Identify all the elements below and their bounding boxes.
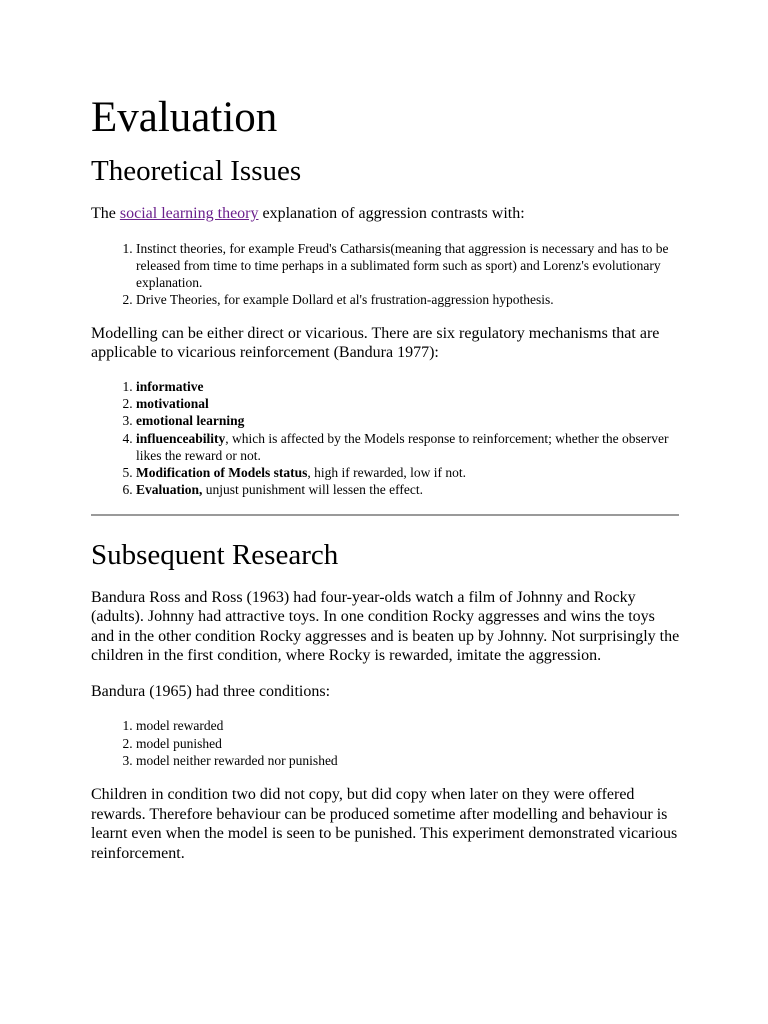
intro-text-before: The (91, 205, 120, 222)
list-item: 1. Instinct theories, for example Freud's Catharsis(meaning that aggression is necessary and has to be released from time to time perhaps in a sublimated form such as sport) and Lorenz's evolutionary explanation. (136, 240, 681, 292)
conditions-list (91, 717, 681, 769)
research-paragraph-2: Bandura (1965) had three conditions: (91, 682, 331, 700)
regulatory-mechanisms-list (91, 378, 681, 499)
research-paragraph-3: Children in condition two did not copy, but did copy when later on they were offered rewards. Therefore behaviour can be produced sometime after modelling and behaviour is learnt even when the model is seen to be punished. This experiment demonstrated vicarious reinforcement. (91, 786, 678, 862)
modelling-paragraph: Modelling can be either direct or vicarious. There are six regulatory mechanisms that are applicable to vicarious reinforcement (Bandura 1977): (91, 324, 660, 362)
social-learning-theory-link[interactable]: social learning theory (119, 205, 259, 222)
research-paragraph-1: Bandura Ross and Ross (1963) had four-year-olds watch a film of Johnny and Rocky (adults). Johnny had attractive toys. In one condition Rocky aggresses and wins the toys and in the other condition Rocky aggresses and is beaten up by Johnny. Not surprisingly the children in the first condition, where Rocky is rewarded, imitate the aggression. (91, 588, 680, 665)
mechanism-name: emotional learning (136, 413, 245, 429)
list-item: 2. model punished (136, 735, 681, 752)
document-page (91, 0, 681, 863)
list-item: 2. Drive Theories, for example Dollard et al's frustration-aggression hypothesis. (136, 291, 681, 308)
mechanism-detail: , high if rewarded, low if not. (307, 465, 466, 481)
section-divider (91, 514, 679, 516)
section-heading-theoretical: Theoretical Issues (91, 155, 302, 187)
mechanism-detail: , which is affected by the Models response to reinforcement; whether the observer likes the reward or not. (136, 430, 669, 463)
list-item (136, 481, 681, 498)
list-item (136, 430, 681, 465)
list-item: 3. model neither rewarded nor punished (136, 752, 681, 769)
page-title: Evaluation (91, 94, 278, 141)
list-item (136, 412, 681, 429)
intro-paragraph (91, 204, 681, 224)
section-heading-research: Subsequent Research (91, 538, 339, 571)
list-item (136, 378, 681, 395)
contrast-theories-list (91, 240, 681, 309)
mechanism-name: informative (136, 378, 204, 394)
mechanism-name: Evaluation, (136, 482, 203, 498)
list-item (136, 464, 681, 481)
intro-text-after: explanation of aggression contrasts with: (258, 205, 525, 222)
mechanism-detail: unjust punishment will lessen the effect. (202, 482, 423, 498)
mechanism-name: Modification of Models status (136, 465, 308, 481)
list-item: 1. model rewarded (136, 717, 681, 734)
mechanism-name: influenceability (136, 430, 226, 446)
mechanism-name: motivational (136, 395, 209, 411)
list-item (136, 395, 681, 412)
